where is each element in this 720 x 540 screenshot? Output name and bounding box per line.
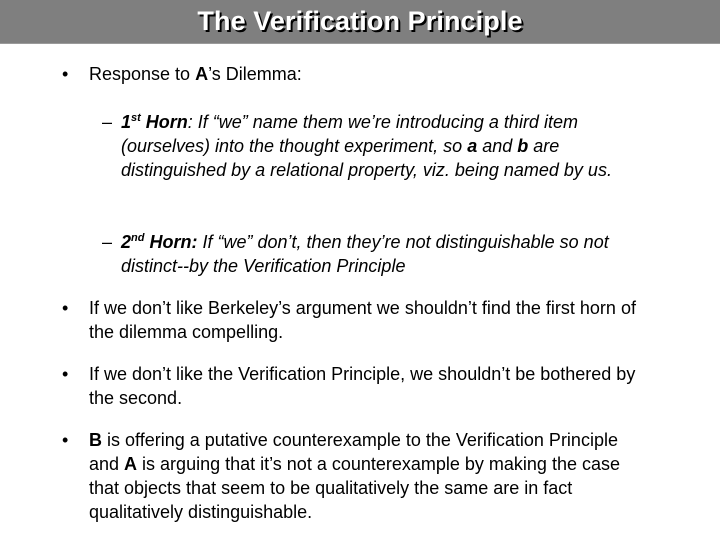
text-run: are distinguished by a relational property, viz. being named by us. — [121, 136, 612, 180]
bullet-marker: • — [62, 64, 69, 84]
dash-marker: – — [102, 232, 113, 252]
horn-label: Horn — [140, 112, 188, 132]
bullet-text: If we don’t like the Verification Principle, we shouldn’t be bothered by the second. — [89, 364, 636, 408]
bold-run: A — [124, 454, 138, 474]
title-bar — [0, 0, 720, 44]
bold-run: A — [195, 64, 209, 84]
text-run: is offering a putative counterexample to the Verification Principle and — [89, 430, 618, 474]
text-run: If “we” don’t, then they’re not distinguishable so not distinct--by the Verification Principle — [121, 232, 609, 276]
text-run: Response to — [89, 64, 196, 84]
horn-label: Horn: — [144, 232, 198, 252]
bullet-marker: • — [62, 298, 69, 318]
text-run: : If “we” name them we’re introducing a third item (ourselves) into the thought experiment, so — [121, 112, 578, 156]
sub-bullet-text — [121, 110, 651, 182]
bullet-marker: • — [62, 430, 69, 450]
bold-run: B — [89, 430, 102, 450]
text-run: and — [477, 136, 518, 156]
horn-number: 1 — [121, 112, 132, 132]
text-run: ’s Dilemma: — [208, 64, 302, 84]
bullet-text — [89, 428, 649, 524]
bold-run: a — [467, 136, 478, 156]
bold-run: b — [517, 136, 529, 156]
bullet-text — [89, 62, 649, 86]
bullet-text: If we don’t like Berkeley’s argument we shouldn’t find the first horn of the dilemma compelling. — [89, 298, 636, 342]
dash-marker: – — [102, 112, 113, 132]
horn-ordinal: st — [131, 112, 141, 124]
text-run: is arguing that it’s not a counterexample by making the case that objects that seem to be qualitatively the same are in fact qualitatively distinguishable. — [89, 454, 620, 522]
bullet-marker: • — [62, 364, 69, 384]
horn-number: 2 — [121, 232, 132, 252]
horn-ordinal: nd — [131, 232, 145, 244]
sub-bullet-text — [121, 230, 651, 278]
slide-title: The Verification Principle — [197, 6, 523, 36]
